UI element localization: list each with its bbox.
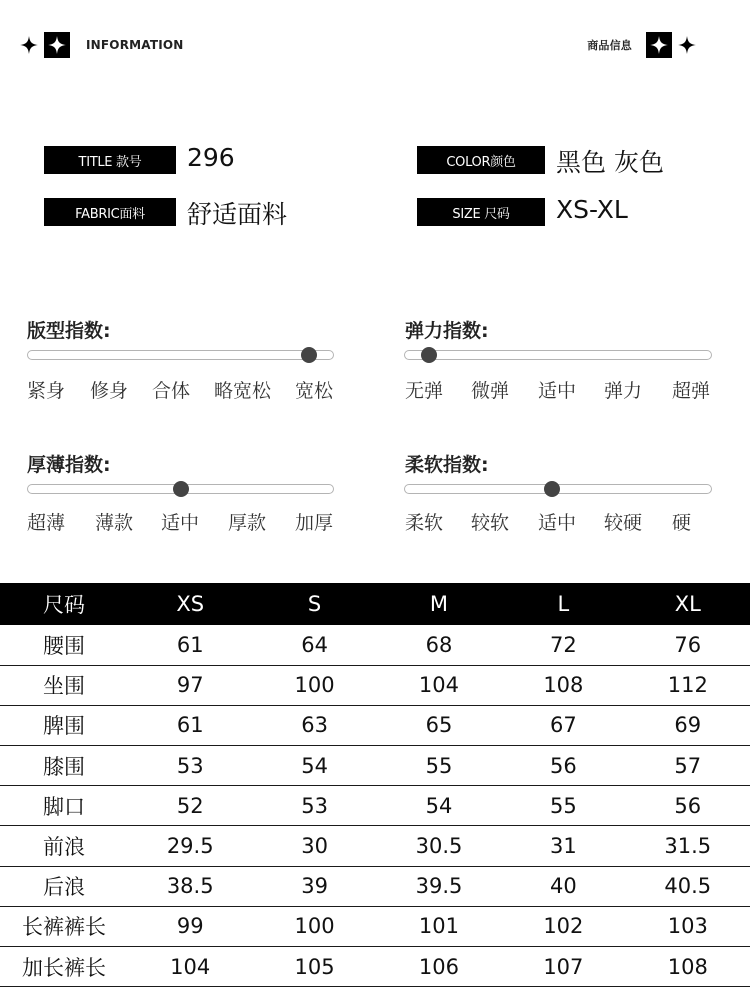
color-value: 黑色 灰色 <box>556 148 664 177</box>
header-cell: 尺码 <box>0 583 128 625</box>
row-label-cell: 腰围 <box>0 625 128 665</box>
fit-index-track <box>27 350 334 360</box>
thickness-level-4: 厚款 <box>228 512 267 534</box>
header-cell: S <box>252 583 376 625</box>
thickness-level-3: 适中 <box>161 512 200 534</box>
thickness-level-1: 超薄 <box>27 512 66 534</box>
size-value-cell: 40 <box>501 866 625 906</box>
size-value-cell: 100 <box>252 906 376 946</box>
size-value-cell: 57 <box>626 746 750 786</box>
row-label-cell: 加长裤长 <box>0 947 128 987</box>
size-value-cell: 64 <box>252 625 376 665</box>
size-value-cell: 107 <box>501 947 625 987</box>
table-row <box>0 866 750 906</box>
size-value-cell: 53 <box>252 786 376 826</box>
size-value-cell: 55 <box>501 786 625 826</box>
thickness-index-marker <box>173 481 189 497</box>
size-value-cell: 61 <box>128 625 252 665</box>
table-row <box>0 746 750 786</box>
table-row <box>0 705 750 745</box>
product-info-label: 商品信息 <box>587 39 632 52</box>
size-value-cell: 31.5 <box>626 826 750 866</box>
fit-level-1: 紧身 <box>27 380 66 402</box>
softness-index-title: 柔软指数: <box>405 454 489 476</box>
size-value-cell: 65 <box>377 705 501 745</box>
size-value-cell: 61 <box>128 705 252 745</box>
size-tag: SIZE 尺码 <box>417 198 545 226</box>
table-row <box>0 786 750 826</box>
size-value-cell: 99 <box>128 906 252 946</box>
fit-level-5: 宽松 <box>295 380 334 402</box>
fabric-tag: FABRIC面料 <box>44 198 176 226</box>
size-value-cell: 38.5 <box>128 866 252 906</box>
size-value-cell: 108 <box>626 947 750 987</box>
size-value-cell: 56 <box>626 786 750 826</box>
elasticity-level-4: 弹力 <box>604 380 643 402</box>
size-table-header <box>0 583 750 625</box>
fabric-value: 舒适面料 <box>187 200 288 229</box>
thickness-index-title: 厚薄指数: <box>27 454 111 476</box>
fit-index-marker <box>301 347 317 363</box>
sparkle-box-icon <box>44 32 70 58</box>
softness-level-4: 较硬 <box>604 512 643 534</box>
size-table <box>0 583 750 987</box>
size-value-cell: 30 <box>252 826 376 866</box>
size-value-cell: 30.5 <box>377 826 501 866</box>
fit-index-title: 版型指数: <box>27 320 111 342</box>
size-value-cell: 72 <box>501 625 625 665</box>
size-value-cell: 54 <box>252 746 376 786</box>
row-label-cell: 后浪 <box>0 866 128 906</box>
size-value-cell: 53 <box>128 746 252 786</box>
size-value-cell: 68 <box>377 625 501 665</box>
softness-level-5: 硬 <box>672 512 692 534</box>
size-value-cell: 55 <box>377 746 501 786</box>
information-label: INFORMATION <box>86 38 184 52</box>
header-cell: XL <box>626 583 750 625</box>
elasticity-level-5: 超弹 <box>672 380 711 402</box>
fit-level-3: 合体 <box>152 380 191 402</box>
size-value-cell: 39 <box>252 866 376 906</box>
size-value-cell: 97 <box>128 665 252 705</box>
size-value-cell: 104 <box>128 947 252 987</box>
row-label-cell: 长裤裤长 <box>0 906 128 946</box>
fit-level-2: 修身 <box>90 380 129 402</box>
softness-level-3: 适中 <box>538 512 577 534</box>
sparkle-box-icon <box>646 32 672 58</box>
table-row <box>0 665 750 705</box>
row-label-cell: 前浪 <box>0 826 128 866</box>
size-value-cell: 101 <box>377 906 501 946</box>
row-label-cell: 坐围 <box>0 665 128 705</box>
size-value-cell: 104 <box>377 665 501 705</box>
size-value-cell: 40.5 <box>626 866 750 906</box>
elasticity-index-marker <box>421 347 437 363</box>
header-cell: XS <box>128 583 252 625</box>
size-value-cell: 76 <box>626 625 750 665</box>
elasticity-level-1: 无弹 <box>405 380 444 402</box>
fit-level-4: 略宽松 <box>214 380 272 402</box>
elasticity-index-title: 弹力指数: <box>405 320 489 342</box>
header-right <box>587 32 696 58</box>
size-value-cell: 31 <box>501 826 625 866</box>
size-value-cell: 63 <box>252 705 376 745</box>
size-value-cell: 112 <box>626 665 750 705</box>
thickness-level-2: 薄款 <box>95 512 134 534</box>
size-value-cell: 39.5 <box>377 866 501 906</box>
softness-index-marker <box>544 481 560 497</box>
size-value-cell: 105 <box>252 947 376 987</box>
size-value-cell: 54 <box>377 786 501 826</box>
sparkle-icon <box>20 36 38 54</box>
elasticity-index-track <box>404 350 712 360</box>
elasticity-level-3: 适中 <box>538 380 577 402</box>
size-value-cell: 56 <box>501 746 625 786</box>
table-row <box>0 947 750 987</box>
title-tag: TITLE 款号 <box>44 146 176 174</box>
size-value-cell: 29.5 <box>128 826 252 866</box>
row-label-cell: 脚口 <box>0 786 128 826</box>
size-value-cell: 100 <box>252 665 376 705</box>
header-cell: M <box>377 583 501 625</box>
size-value-cell: 67 <box>501 705 625 745</box>
size-value-cell: 52 <box>128 786 252 826</box>
header-left <box>20 32 184 58</box>
elasticity-level-2: 微弹 <box>471 380 510 402</box>
thickness-level-5: 加厚 <box>295 512 334 534</box>
size-value-cell: 108 <box>501 665 625 705</box>
size-value-cell: 69 <box>626 705 750 745</box>
softness-level-2: 较软 <box>471 512 510 534</box>
size-value-cell: 106 <box>377 947 501 987</box>
row-label-cell: 膝围 <box>0 746 128 786</box>
size-value: XS-XL <box>556 195 628 224</box>
table-row <box>0 906 750 946</box>
title-value: 296 <box>187 143 235 172</box>
header-cell: L <box>501 583 625 625</box>
size-value-cell: 102 <box>501 906 625 946</box>
size-value-cell: 103 <box>626 906 750 946</box>
color-tag: COLOR颜色 <box>417 146 545 174</box>
sparkle-icon <box>678 36 696 54</box>
table-row <box>0 826 750 866</box>
softness-level-1: 柔软 <box>405 512 444 534</box>
row-label-cell: 脾围 <box>0 705 128 745</box>
table-row <box>0 625 750 665</box>
